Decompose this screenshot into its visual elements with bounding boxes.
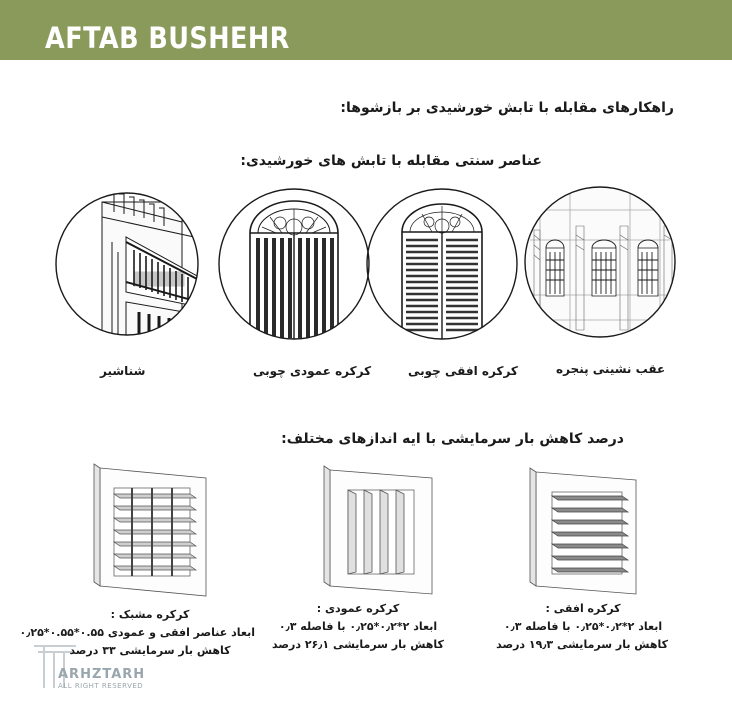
watermark-title: ARHZTARH [58, 667, 146, 682]
vertical-louver-diagram [322, 466, 436, 596]
vertical-louver-spec [268, 600, 448, 654]
horizontal-louver-reduction: کاهش بار سرمایشی ۱۹٫۳ درصد [496, 638, 668, 651]
mesh-louver-reduction: کاهش بار سرمایشی ۳۳ درصد [69, 644, 231, 657]
horizontal-louver-illustration [366, 184, 518, 344]
reduction-title: درصد کاهش بار سرمایشی با ایه اندازهای مختلف: [281, 431, 624, 447]
brand-title: AFTAB BUSHEHR [45, 21, 290, 55]
traditional-title: عناصر سنتی مقابله با تابش های خورشیدی: [240, 153, 542, 169]
label-horizontal-louver: کرکره افقی چوبی [408, 364, 518, 378]
intro-title: راهکارهای مقابله با تابش خورشیدی بر بازشوها: [340, 100, 674, 116]
shanashil-illustration [54, 182, 200, 346]
window-setback-illustration [520, 180, 680, 344]
horizontal-louver-diagram [528, 468, 642, 598]
label-shanashil: شناشیر [100, 364, 146, 378]
label-window-setback: عقب نشینی پنجره [556, 362, 666, 376]
vertical-louver-title: کرکره عمودی : [316, 602, 400, 615]
header-bar [0, 0, 732, 60]
vertical-louver-illustration [218, 183, 370, 345]
horizontal-louver-title: کرکره افقی : [545, 602, 621, 615]
watermark-subtitle: ALL RIGHT RESERVED [58, 682, 144, 690]
horizontal-louver-dims: ابعاد ۲*۰٫۲*۰٫۲۵ با فاصله ۰٫۳ [503, 620, 663, 633]
mesh-louver-title: کرکره مشبک : [110, 608, 190, 621]
vertical-louver-dims: ابعاد ۲*۰٫۲*۰٫۲۵ با فاصله ۰٫۳ [278, 620, 438, 633]
vertical-louver-reduction: کاهش بار سرمایشی ۲۶٫۱ درصد [272, 638, 444, 651]
label-vertical-louver: کرکره عمودی چوبی [253, 364, 372, 378]
mesh-louver-diagram [92, 464, 212, 599]
mesh-louver-dims: ابعاد عناصر افقی و عمودی ۰.۵۵*۰.۵۵*۰٫۲۵ [19, 626, 255, 639]
horizontal-louver-spec [498, 600, 668, 654]
